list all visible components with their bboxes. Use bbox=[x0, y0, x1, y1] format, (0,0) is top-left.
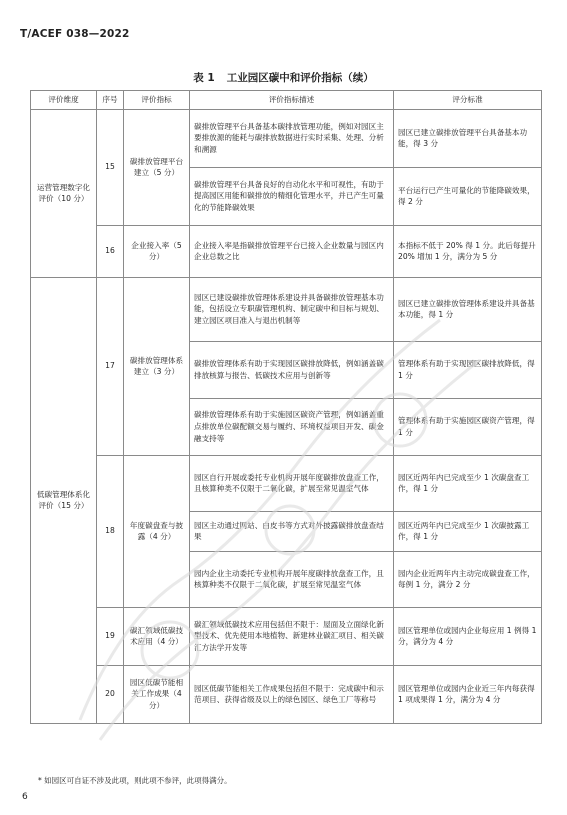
page-number: 6 bbox=[22, 792, 28, 802]
description-cell: 碳排放管理平台具备良好的自动化水平和可视性，有助于提高园区用能和碳排放的精细化管理水平，并已产生可量化的节能降碳效果 bbox=[190, 167, 394, 225]
item-no-cell: 17 bbox=[97, 277, 124, 455]
indicator-cell: 企业接入率（5 分） bbox=[124, 225, 190, 277]
indicator-cell: 年度碳盘查与披露（4 分） bbox=[124, 455, 190, 607]
indicator-cell: 碳排放管理体系建立（3 分） bbox=[124, 277, 190, 455]
indicator-cell: 碳排放管理平台建立（5 分） bbox=[124, 109, 190, 225]
standard-cell: 园区管理单位或园内企业每应用 1 例得 1 分，满分为 4 分 bbox=[394, 607, 542, 665]
standard-cell: 园区管理单位或园内企业近三年内每获得 1 项成果得 1 分，满分为 4 分 bbox=[394, 665, 542, 723]
item-no-cell: 20 bbox=[97, 665, 124, 723]
table-row bbox=[31, 277, 542, 341]
description-cell: 企业接入率是指碳排放管理平台已接入企业数量与园区内企业总数之比 bbox=[190, 225, 394, 277]
dimension-cell: 低碳管理体系化评价（15 分） bbox=[31, 277, 97, 723]
description-cell: 碳排放管理体系有助于实现园区碳排放降低，例如涵盖碳排放核算与报告、低碳技术应用与创新等 bbox=[190, 341, 394, 398]
table-row bbox=[31, 607, 542, 665]
standard-cell: 本指标不低于 20% 得 1 分。此后每提升 20% 增加 1 分，满分为 5 分 bbox=[394, 225, 542, 277]
col-header-description: 评价指标描述 bbox=[190, 91, 394, 110]
description-cell: 碳排放管理体系有助于实施园区碳资产管理，例如涵盖重点排放单位碳配额交易与履约、环境权益项目开发、碳金融支持等 bbox=[190, 398, 394, 455]
item-no-cell: 16 bbox=[97, 225, 124, 277]
standard-cell: 园区近两年内已完成至少 1 次碳披露工作，得 1 分 bbox=[394, 511, 542, 551]
indicator-cell: 碳汇领域低碳技术应用（4 分） bbox=[124, 607, 190, 665]
col-header-no: 序号 bbox=[97, 91, 124, 110]
description-cell: 园区自行开展或委托专业机构开展年度碳排放盘查工作，且核算种类不仅限于二氧化碳，扩展至常见温室气体 bbox=[190, 455, 394, 511]
table-row bbox=[31, 109, 542, 167]
standard-cell: 园内企业近两年内主动完成碳盘查工作，每例 1 分，满分 2 分 bbox=[394, 551, 542, 607]
table-footnote: * 如园区可自证不涉及此项，则此项不参评，此项得满分。 bbox=[38, 776, 232, 785]
description-cell: 园内企业主动委托专业机构开展年度碳排放盘查工作，且核算种类不仅限于二氧化碳，扩展至常见温室气体 bbox=[190, 551, 394, 607]
dimension-cell: 运营管理数字化评价（10 分） bbox=[31, 109, 97, 277]
description-cell: 园区低碳节能相关工作成果包括但不限于：完成碳中和示范项目、获得省级及以上的绿色园区、绿色工厂等称号 bbox=[190, 665, 394, 723]
item-no-cell: 15 bbox=[97, 109, 124, 225]
standard-cell: 园区近两年内已完成至少 1 次碳盘查工作，得 1 分 bbox=[394, 455, 542, 511]
evaluation-table bbox=[30, 90, 542, 724]
col-header-indicator: 评价指标 bbox=[124, 91, 190, 110]
table-title bbox=[0, 70, 567, 85]
standard-code: T/ACEF 038—2022 bbox=[20, 28, 130, 40]
col-header-dimension: 评价维度 bbox=[31, 91, 97, 110]
table-row bbox=[31, 225, 542, 277]
table-header-row bbox=[31, 91, 542, 110]
description-cell: 园区主动通过网站、白皮书等方式对外披露碳排放盘查结果 bbox=[190, 511, 394, 551]
description-cell: 碳汇领域低碳技术应用包括但不限于：屋面及立面绿化新型技术、优先使用本地植物、新建林业碳汇项目、相关碳汇方法学开发等 bbox=[190, 607, 394, 665]
table-row bbox=[31, 455, 542, 511]
standard-cell: 平台运行已产生可量化的节能降碳效果，得 2 分 bbox=[394, 167, 542, 225]
indicator-cell: 园区低碳节能相关工作成果（4 分） bbox=[124, 665, 190, 723]
col-header-standard: 评分标准 bbox=[394, 91, 542, 110]
item-no-cell: 18 bbox=[97, 455, 124, 607]
table-title-text: 工业园区碳中和评价指标（续） bbox=[226, 72, 374, 84]
description-cell: 园区已建设碳排放管理体系建设并具备碳排放管理基本功能，包括设立专职碳管理机构、制定碳中和目标与规划、建立园区项目准入与退出机制等 bbox=[190, 277, 394, 341]
standard-cell: 园区已建立碳排放管理平台具备基本功能，得 3 分 bbox=[394, 109, 542, 167]
description-cell: 碳排放管理平台具备基本碳排放管理功能，例如对园区主要排放源的能耗与碳排放数据进行实时采集、处理、分析和溯源 bbox=[190, 109, 394, 167]
item-no-cell: 19 bbox=[97, 607, 124, 665]
table-row bbox=[31, 665, 542, 723]
table-number: 表 1 bbox=[193, 72, 215, 84]
standard-cell: 园区已建立碳排放管理体系建设并具备基本功能，得 1 分 bbox=[394, 277, 542, 341]
standard-cell: 管理体系有助于实现园区碳排放降低，得 1 分 bbox=[394, 341, 542, 398]
standard-cell: 管理体系有助于实施园区碳资产管理，得 1 分 bbox=[394, 398, 542, 455]
